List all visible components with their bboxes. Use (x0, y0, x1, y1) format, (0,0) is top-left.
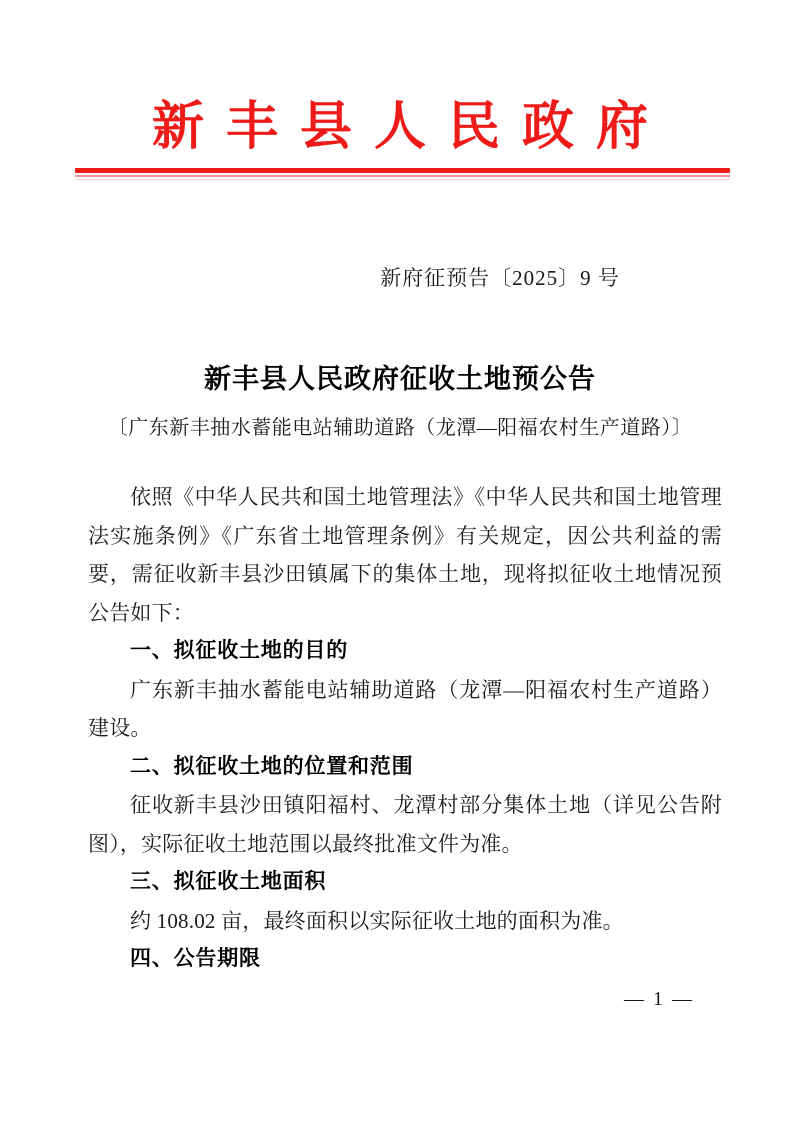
section-heading-2: 二、拟征收土地的位置和范围 (130, 754, 414, 778)
section-heading-4: 四、公告期限 (130, 947, 261, 970)
masthead-rule-group (75, 168, 730, 180)
document-body (88, 478, 722, 979)
preamble-paragraph: 依照《中华人民共和国土地管理法》《中华人民共和国土地管理法实施条例》《广东省土地管理条例》有关规定，因公共利益的需要，需征收新丰县沙田镇属下的集体土地，现将拟征收土地情况预公告如下： (88, 485, 722, 625)
page-number: — 1 — (624, 988, 694, 1010)
masthead-title: 新丰县人民政府 (151, 99, 670, 156)
page-subtitle: 〔广东新丰抽水蓄能电站辅助道路（龙潭—阳福农村生产道路）〕 (107, 417, 693, 439)
document-number: 新府征预告〔2025〕9 号 (380, 266, 620, 290)
section-text-1: 广东新丰抽水蓄能电站辅助道路（龙潭—阳福农村生产道路）建设。 (88, 677, 722, 740)
section-text-2: 征收新丰县沙田镇阳福村、龙潭村部分集体土地（详见公告附图），实际征收土地范围以最终批准文件为准。 (88, 793, 722, 856)
masthead (0, 96, 800, 160)
page-title: 新丰县人民政府征收土地预公告 (204, 364, 596, 394)
masthead-rule-hairline (75, 179, 730, 180)
section-heading-3: 三、拟征收土地面积 (130, 870, 327, 893)
section-heading-1: 一、拟征收土地的目的 (130, 639, 348, 662)
section-text-3: 约 108.02 亩，最终面积以实际征收土地的面积为准。 (130, 908, 624, 933)
